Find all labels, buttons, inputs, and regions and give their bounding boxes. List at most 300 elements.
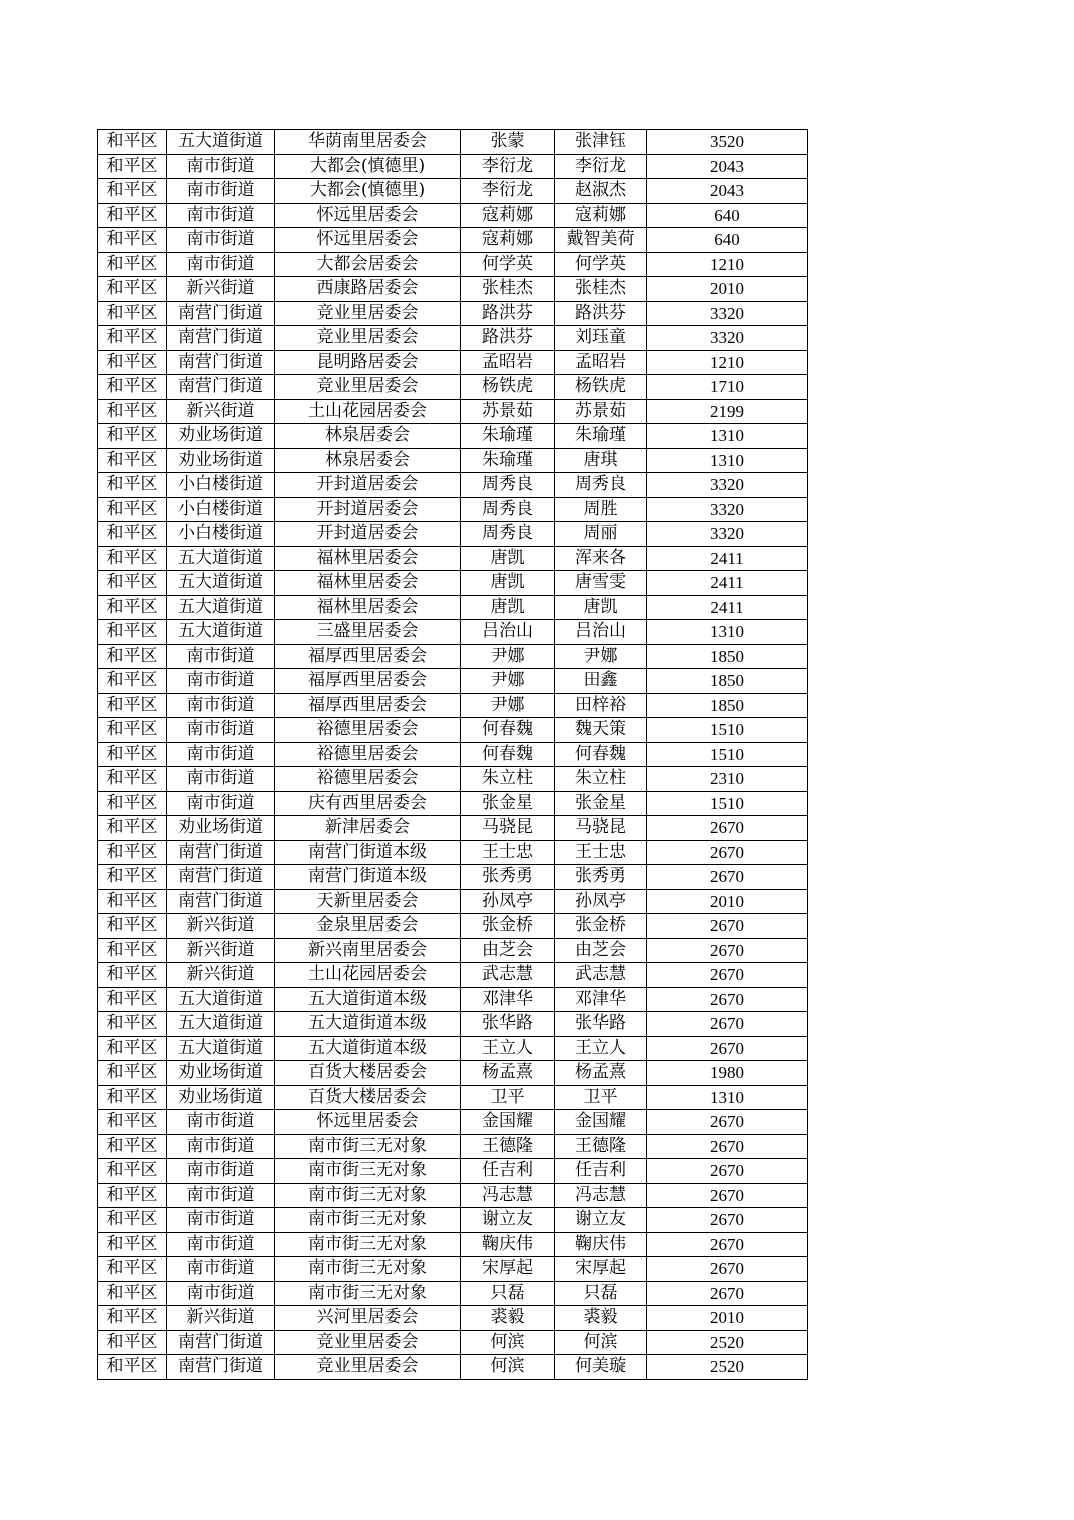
community-cell: 竞业里居委会: [275, 375, 461, 400]
street-cell: 南营门街道: [167, 865, 275, 890]
community-cell: 南营门街道本级: [275, 865, 461, 890]
street-cell: 南市街道: [167, 154, 275, 179]
district-cell: 和平区: [98, 1110, 167, 1135]
table-row: [98, 252, 808, 277]
district-cell: 和平区: [98, 1085, 167, 1110]
table-row: [98, 130, 808, 155]
district-cell: 和平区: [98, 1036, 167, 1061]
table-row: [98, 693, 808, 718]
district-cell: 和平区: [98, 571, 167, 596]
amount-cell: 2670: [647, 1183, 808, 1208]
amount-cell: 1210: [647, 350, 808, 375]
amount-cell: 3320: [647, 522, 808, 547]
district-cell: 和平区: [98, 1232, 167, 1257]
member-cell: 路洪芬: [555, 301, 647, 326]
district-cell: 和平区: [98, 1012, 167, 1037]
table-row: [98, 1012, 808, 1037]
amount-cell: 2670: [647, 1036, 808, 1061]
community-cell: 南市街三无对象: [275, 1232, 461, 1257]
street-cell: 南营门街道: [167, 326, 275, 351]
applicant-cell: 尹娜: [461, 693, 555, 718]
community-cell: 大都会(慎德里): [275, 154, 461, 179]
member-cell: 魏天策: [555, 718, 647, 743]
district-cell: 和平区: [98, 938, 167, 963]
district-cell: 和平区: [98, 154, 167, 179]
amount-cell: 1850: [647, 644, 808, 669]
street-cell: 劝业场街道: [167, 816, 275, 841]
district-cell: 和平区: [98, 620, 167, 645]
table-row: [98, 522, 808, 547]
community-cell: 兴河里居委会: [275, 1306, 461, 1331]
amount-cell: 1310: [647, 424, 808, 449]
member-cell: 张秀勇: [555, 865, 647, 890]
community-cell: 开封道居委会: [275, 522, 461, 547]
member-cell: 裘毅: [555, 1306, 647, 1331]
table-row: [98, 448, 808, 473]
street-cell: 南市街道: [167, 228, 275, 253]
member-cell: 张桂杰: [555, 277, 647, 302]
community-cell: 西康路居委会: [275, 277, 461, 302]
street-cell: 南市街道: [167, 1159, 275, 1184]
applicant-cell: 冯志慧: [461, 1183, 555, 1208]
district-cell: 和平区: [98, 203, 167, 228]
street-cell: 南市街道: [167, 693, 275, 718]
community-cell: 福厚西里居委会: [275, 644, 461, 669]
applicant-cell: 任吉利: [461, 1159, 555, 1184]
district-cell: 和平区: [98, 375, 167, 400]
district-cell: 和平区: [98, 448, 167, 473]
amount-cell: 2520: [647, 1330, 808, 1355]
community-cell: 林泉居委会: [275, 448, 461, 473]
table-row: [98, 571, 808, 596]
street-cell: 南营门街道: [167, 889, 275, 914]
district-cell: 和平区: [98, 963, 167, 988]
amount-cell: 1510: [647, 742, 808, 767]
member-cell: 杨孟熹: [555, 1061, 647, 1086]
street-cell: 南市街道: [167, 1232, 275, 1257]
table-row: [98, 938, 808, 963]
amount-cell: 3320: [647, 301, 808, 326]
district-cell: 和平区: [98, 350, 167, 375]
applicant-cell: 李衍龙: [461, 154, 555, 179]
district-cell: 和平区: [98, 767, 167, 792]
street-cell: 新兴街道: [167, 914, 275, 939]
street-cell: 南营门街道: [167, 840, 275, 865]
member-cell: 何学英: [555, 252, 647, 277]
street-cell: 小白楼街道: [167, 473, 275, 498]
applicant-cell: 马骁昆: [461, 816, 555, 841]
community-cell: 南市街三无对象: [275, 1208, 461, 1233]
street-cell: 五大道街道: [167, 1036, 275, 1061]
amount-cell: 1310: [647, 1085, 808, 1110]
community-cell: 天新里居委会: [275, 889, 461, 914]
district-cell: 和平区: [98, 816, 167, 841]
member-cell: 周秀良: [555, 473, 647, 498]
district-cell: 和平区: [98, 522, 167, 547]
amount-cell: 2010: [647, 889, 808, 914]
street-cell: 五大道街道: [167, 595, 275, 620]
district-cell: 和平区: [98, 742, 167, 767]
community-cell: 裕德里居委会: [275, 767, 461, 792]
member-cell: 鞠庆伟: [555, 1232, 647, 1257]
applicant-cell: 朱瑜瑾: [461, 424, 555, 449]
community-cell: 三盛里居委会: [275, 620, 461, 645]
district-cell: 和平区: [98, 1183, 167, 1208]
street-cell: 南市街道: [167, 669, 275, 694]
applicant-cell: 唐凯: [461, 595, 555, 620]
street-cell: 南市街道: [167, 1183, 275, 1208]
district-cell: 和平区: [98, 179, 167, 204]
community-cell: 怀远里居委会: [275, 1110, 461, 1135]
district-cell: 和平区: [98, 1306, 167, 1331]
table-row: [98, 154, 808, 179]
table-row: [98, 546, 808, 571]
table-row: [98, 791, 808, 816]
applicant-cell: 只磊: [461, 1281, 555, 1306]
street-cell: 劝业场街道: [167, 448, 275, 473]
amount-cell: 2411: [647, 595, 808, 620]
applicant-cell: 周秀良: [461, 497, 555, 522]
street-cell: 新兴街道: [167, 277, 275, 302]
street-cell: 劝业场街道: [167, 424, 275, 449]
district-cell: 和平区: [98, 865, 167, 890]
table-row: [98, 375, 808, 400]
member-cell: 冯志慧: [555, 1183, 647, 1208]
street-cell: 劝业场街道: [167, 1085, 275, 1110]
applicant-cell: 周秀良: [461, 473, 555, 498]
street-cell: 南市街道: [167, 1281, 275, 1306]
community-cell: 华荫南里居委会: [275, 130, 461, 155]
district-cell: 和平区: [98, 424, 167, 449]
community-cell: 百货大楼居委会: [275, 1085, 461, 1110]
street-cell: 五大道街道: [167, 987, 275, 1012]
street-cell: 南市街道: [167, 1257, 275, 1282]
table-row: [98, 1257, 808, 1282]
table-row: [98, 1110, 808, 1135]
community-cell: 百货大楼居委会: [275, 1061, 461, 1086]
applicant-cell: 寇莉娜: [461, 203, 555, 228]
applicant-cell: 张桂杰: [461, 277, 555, 302]
street-cell: 南营门街道: [167, 1355, 275, 1380]
district-cell: 和平区: [98, 399, 167, 424]
amount-cell: 2043: [647, 179, 808, 204]
applicant-cell: 尹娜: [461, 644, 555, 669]
amount-cell: 3320: [647, 473, 808, 498]
district-cell: 和平区: [98, 497, 167, 522]
amount-cell: 1710: [647, 375, 808, 400]
street-cell: 新兴街道: [167, 1306, 275, 1331]
applicant-cell: 鞠庆伟: [461, 1232, 555, 1257]
table-row: [98, 424, 808, 449]
table-row: [98, 301, 808, 326]
community-cell: 南营门街道本级: [275, 840, 461, 865]
applicant-cell: 王士忠: [461, 840, 555, 865]
applicant-cell: 唐凯: [461, 571, 555, 596]
street-cell: 五大道街道: [167, 546, 275, 571]
street-cell: 小白楼街道: [167, 522, 275, 547]
community-cell: 南市街三无对象: [275, 1257, 461, 1282]
member-cell: 朱立柱: [555, 767, 647, 792]
member-cell: 王立人: [555, 1036, 647, 1061]
applicant-cell: 谢立友: [461, 1208, 555, 1233]
table-row: [98, 1085, 808, 1110]
table-row: [98, 1159, 808, 1184]
applicant-cell: 孙凤亭: [461, 889, 555, 914]
applicant-cell: 何滨: [461, 1355, 555, 1380]
applicant-cell: 王立人: [461, 1036, 555, 1061]
member-cell: 由芝会: [555, 938, 647, 963]
table-row: [98, 326, 808, 351]
member-cell: 王德隆: [555, 1134, 647, 1159]
street-cell: 南市街道: [167, 742, 275, 767]
table-row: [98, 1036, 808, 1061]
applicant-cell: 宋厚起: [461, 1257, 555, 1282]
member-cell: 尹娜: [555, 644, 647, 669]
member-cell: 张华路: [555, 1012, 647, 1037]
street-cell: 五大道街道: [167, 620, 275, 645]
district-cell: 和平区: [98, 987, 167, 1012]
street-cell: 劝业场街道: [167, 1061, 275, 1086]
member-cell: 何美璇: [555, 1355, 647, 1380]
street-cell: 南市街道: [167, 203, 275, 228]
member-cell: 赵淑杰: [555, 179, 647, 204]
applicant-cell: 路洪芬: [461, 301, 555, 326]
applicant-cell: 张华路: [461, 1012, 555, 1037]
applicant-cell: 唐凯: [461, 546, 555, 571]
applicant-cell: 武志慧: [461, 963, 555, 988]
applicant-cell: 周秀良: [461, 522, 555, 547]
amount-cell: 2670: [647, 1232, 808, 1257]
member-cell: 何滨: [555, 1330, 647, 1355]
amount-cell: 3320: [647, 326, 808, 351]
amount-cell: 2670: [647, 1159, 808, 1184]
member-cell: 武志慧: [555, 963, 647, 988]
street-cell: 南市街道: [167, 1134, 275, 1159]
applicant-cell: 何春魏: [461, 742, 555, 767]
community-cell: 福林里居委会: [275, 571, 461, 596]
amount-cell: 2520: [647, 1355, 808, 1380]
table-row: [98, 816, 808, 841]
member-cell: 唐琪: [555, 448, 647, 473]
member-cell: 周丽: [555, 522, 647, 547]
district-cell: 和平区: [98, 718, 167, 743]
amount-cell: 3320: [647, 497, 808, 522]
community-cell: 林泉居委会: [275, 424, 461, 449]
member-cell: 周胜: [555, 497, 647, 522]
street-cell: 小白楼街道: [167, 497, 275, 522]
community-cell: 福厚西里居委会: [275, 669, 461, 694]
community-cell: 竞业里居委会: [275, 326, 461, 351]
community-cell: 昆明路居委会: [275, 350, 461, 375]
member-cell: 李衍龙: [555, 154, 647, 179]
street-cell: 南市街道: [167, 252, 275, 277]
member-cell: 谢立友: [555, 1208, 647, 1233]
district-cell: 和平区: [98, 791, 167, 816]
applicant-cell: 尹娜: [461, 669, 555, 694]
amount-cell: 2411: [647, 546, 808, 571]
amount-cell: 640: [647, 203, 808, 228]
applicant-cell: 杨孟熹: [461, 1061, 555, 1086]
street-cell: 南市街道: [167, 644, 275, 669]
applicant-cell: 路洪芬: [461, 326, 555, 351]
amount-cell: 1310: [647, 620, 808, 645]
table-row: [98, 865, 808, 890]
applicant-cell: 邓津华: [461, 987, 555, 1012]
table-row: [98, 179, 808, 204]
amount-cell: 2670: [647, 816, 808, 841]
applicant-cell: 苏景茹: [461, 399, 555, 424]
street-cell: 五大道街道: [167, 130, 275, 155]
table-row: [98, 1183, 808, 1208]
district-cell: 和平区: [98, 1134, 167, 1159]
applicant-cell: 孟昭岩: [461, 350, 555, 375]
applicant-cell: 何滨: [461, 1330, 555, 1355]
district-cell: 和平区: [98, 840, 167, 865]
district-cell: 和平区: [98, 914, 167, 939]
community-cell: 南市街三无对象: [275, 1281, 461, 1306]
district-cell: 和平区: [98, 889, 167, 914]
street-cell: 五大道街道: [167, 571, 275, 596]
applicant-cell: 李衍龙: [461, 179, 555, 204]
street-cell: 五大道街道: [167, 1012, 275, 1037]
community-cell: 大都会(慎德里): [275, 179, 461, 204]
community-cell: 土山花园居委会: [275, 963, 461, 988]
amount-cell: 2670: [647, 1281, 808, 1306]
district-cell: 和平区: [98, 228, 167, 253]
amount-cell: 2411: [647, 571, 808, 596]
community-cell: 五大道街道本级: [275, 987, 461, 1012]
member-cell: 寇莉娜: [555, 203, 647, 228]
amount-cell: 1210: [647, 252, 808, 277]
amount-cell: 2670: [647, 938, 808, 963]
table-row: [98, 1134, 808, 1159]
amount-cell: 2670: [647, 914, 808, 939]
street-cell: 南市街道: [167, 718, 275, 743]
amount-cell: 2670: [647, 1257, 808, 1282]
member-cell: 唐雪雯: [555, 571, 647, 596]
table-row: [98, 1281, 808, 1306]
table-row: [98, 914, 808, 939]
street-cell: 南营门街道: [167, 301, 275, 326]
community-cell: 新兴南里居委会: [275, 938, 461, 963]
district-cell: 和平区: [98, 1257, 167, 1282]
member-cell: 宋厚起: [555, 1257, 647, 1282]
amount-cell: 2670: [647, 840, 808, 865]
member-cell: 金国耀: [555, 1110, 647, 1135]
member-cell: 田梓裕: [555, 693, 647, 718]
district-cell: 和平区: [98, 1330, 167, 1355]
amount-cell: 1510: [647, 718, 808, 743]
member-cell: 何春魏: [555, 742, 647, 767]
district-cell: 和平区: [98, 252, 167, 277]
applicant-cell: 朱立柱: [461, 767, 555, 792]
applicant-cell: 卫平: [461, 1085, 555, 1110]
community-cell: 五大道街道本级: [275, 1012, 461, 1037]
district-cell: 和平区: [98, 473, 167, 498]
member-cell: 王士忠: [555, 840, 647, 865]
district-cell: 和平区: [98, 326, 167, 351]
district-cell: 和平区: [98, 1061, 167, 1086]
applicant-cell: 裘毅: [461, 1306, 555, 1331]
street-cell: 南营门街道: [167, 350, 275, 375]
data-table: [97, 129, 808, 1380]
community-cell: 南市街三无对象: [275, 1183, 461, 1208]
community-cell: 五大道街道本级: [275, 1036, 461, 1061]
member-cell: 卫平: [555, 1085, 647, 1110]
community-cell: 竞业里居委会: [275, 1330, 461, 1355]
community-cell: 福林里居委会: [275, 546, 461, 571]
amount-cell: 3520: [647, 130, 808, 155]
table-row: [98, 1232, 808, 1257]
table-row: [98, 840, 808, 865]
member-cell: 孙凤亭: [555, 889, 647, 914]
table-row: [98, 1330, 808, 1355]
member-cell: 任吉利: [555, 1159, 647, 1184]
applicant-cell: 何春魏: [461, 718, 555, 743]
district-cell: 和平区: [98, 301, 167, 326]
district-cell: 和平区: [98, 693, 167, 718]
community-cell: 金泉里居委会: [275, 914, 461, 939]
community-cell: 开封道居委会: [275, 497, 461, 522]
table-row: [98, 718, 808, 743]
community-cell: 竞业里居委会: [275, 1355, 461, 1380]
community-cell: 怀远里居委会: [275, 203, 461, 228]
community-cell: 开封道居委会: [275, 473, 461, 498]
street-cell: 南市街道: [167, 767, 275, 792]
applicant-cell: 张秀勇: [461, 865, 555, 890]
street-cell: 南市街道: [167, 1208, 275, 1233]
amount-cell: 2670: [647, 865, 808, 890]
member-cell: 孟昭岩: [555, 350, 647, 375]
applicant-cell: 杨铁虎: [461, 375, 555, 400]
amount-cell: 1850: [647, 669, 808, 694]
table-row: [98, 399, 808, 424]
table-row: [98, 987, 808, 1012]
district-cell: 和平区: [98, 1355, 167, 1380]
amount-cell: 2670: [647, 963, 808, 988]
community-cell: 南市街三无对象: [275, 1134, 461, 1159]
applicant-cell: 寇莉娜: [461, 228, 555, 253]
amount-cell: 1310: [647, 448, 808, 473]
community-cell: 福厚西里居委会: [275, 693, 461, 718]
street-cell: 新兴街道: [167, 399, 275, 424]
member-cell: 苏景茹: [555, 399, 647, 424]
table-row: [98, 644, 808, 669]
amount-cell: 2670: [647, 1110, 808, 1135]
street-cell: 南营门街道: [167, 375, 275, 400]
amount-cell: 2010: [647, 1306, 808, 1331]
street-cell: 南市街道: [167, 791, 275, 816]
table-row: [98, 767, 808, 792]
street-cell: 南营门街道: [167, 1330, 275, 1355]
street-cell: 新兴街道: [167, 963, 275, 988]
member-cell: 只磊: [555, 1281, 647, 1306]
applicant-cell: 王德隆: [461, 1134, 555, 1159]
applicant-cell: 吕治山: [461, 620, 555, 645]
community-cell: 裕德里居委会: [275, 742, 461, 767]
member-cell: 张金星: [555, 791, 647, 816]
community-cell: 福林里居委会: [275, 595, 461, 620]
district-cell: 和平区: [98, 1281, 167, 1306]
district-cell: 和平区: [98, 644, 167, 669]
community-cell: 庆有西里居委会: [275, 791, 461, 816]
community-cell: 土山花园居委会: [275, 399, 461, 424]
amount-cell: 2670: [647, 987, 808, 1012]
applicant-cell: 何学英: [461, 252, 555, 277]
district-cell: 和平区: [98, 669, 167, 694]
table-row: [98, 497, 808, 522]
district-cell: 和平区: [98, 1159, 167, 1184]
